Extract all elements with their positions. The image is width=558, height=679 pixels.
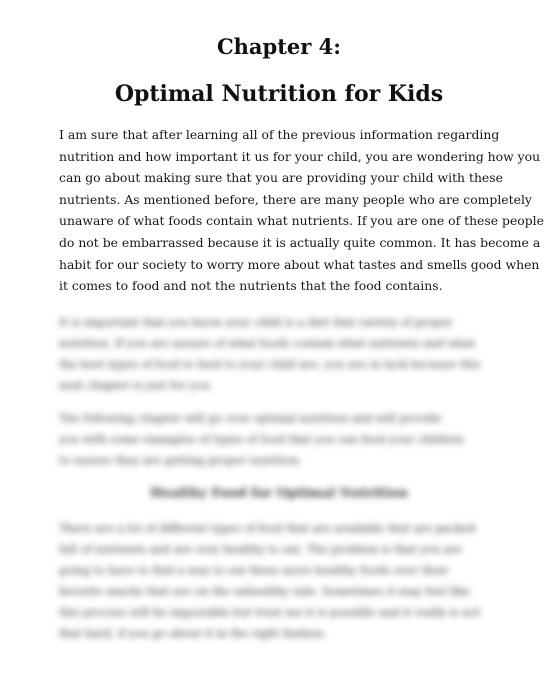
blurred-line: the best types of food to feed to your child are, you are in luck because this (59, 358, 481, 371)
blurred-line: There are a lot of different types of food that are available that are packed (59, 522, 476, 535)
blurred-line: The following chapter will go over optimal nutrition and will provide (59, 412, 442, 425)
intro-line: habit for our society to worry more about what tastes and smells good when (59, 256, 540, 272)
chapter-title: Optimal Nutrition for Kids (114, 81, 444, 107)
intro-line: it comes to food and not the nutrients that the food contains. (59, 278, 443, 294)
blurred-paragraph-2 (59, 408, 499, 471)
blurred-paragraph-3 (59, 518, 499, 644)
blurred-line: next chapter is just for you. (59, 379, 213, 392)
blurred-line: this process will be impossible but trust me it is possible and it really is not (59, 606, 481, 619)
blurred-subheading: Healthy Food for Optimal Nutrition (150, 486, 408, 501)
blurred-preview-content (59, 312, 499, 656)
intro-paragraph (59, 124, 544, 297)
blurred-line: that hard, if you go about it in the right fashion. (59, 627, 327, 640)
intro-line: I am sure that after learning all of the previous information regarding (59, 127, 500, 142)
blurred-line: favorite snacks that are on the unhealthy side. Sometimes it may feel like (59, 585, 470, 598)
blurred-line: going to have to find a way to eat these more healthy foods over their (59, 564, 449, 577)
chapter-number: Chapter 4: (216, 34, 342, 59)
blurred-line: nutrition. If you are unsure of what foods contain what nutrients and what (59, 337, 476, 350)
blurred-line: you with some examples of types of food that you can feed your children (59, 433, 464, 446)
blurred-line: It is important that you know your child is a diet that variety of proper (59, 316, 453, 329)
blurred-line: full of nutrients and are very healthy to eat. The problem is that you are (59, 543, 462, 556)
intro-line: unaware of what foods contain what nutrients. If you are one of these people (59, 213, 544, 229)
intro-line: do not be embarrassed because it is actually quite common. It has become a (59, 234, 541, 250)
intro-line: can go about making sure that you are providing your child with these (59, 170, 503, 186)
blurred-paragraph-1 (59, 312, 499, 396)
intro-line: nutrients. As mentioned before, there are many people who are completely (59, 191, 532, 207)
blurred-line: to ensure they are getting proper nutrition. (59, 454, 302, 467)
intro-line: nutrition and how important it us for your child, you are wondering how you (59, 148, 541, 164)
